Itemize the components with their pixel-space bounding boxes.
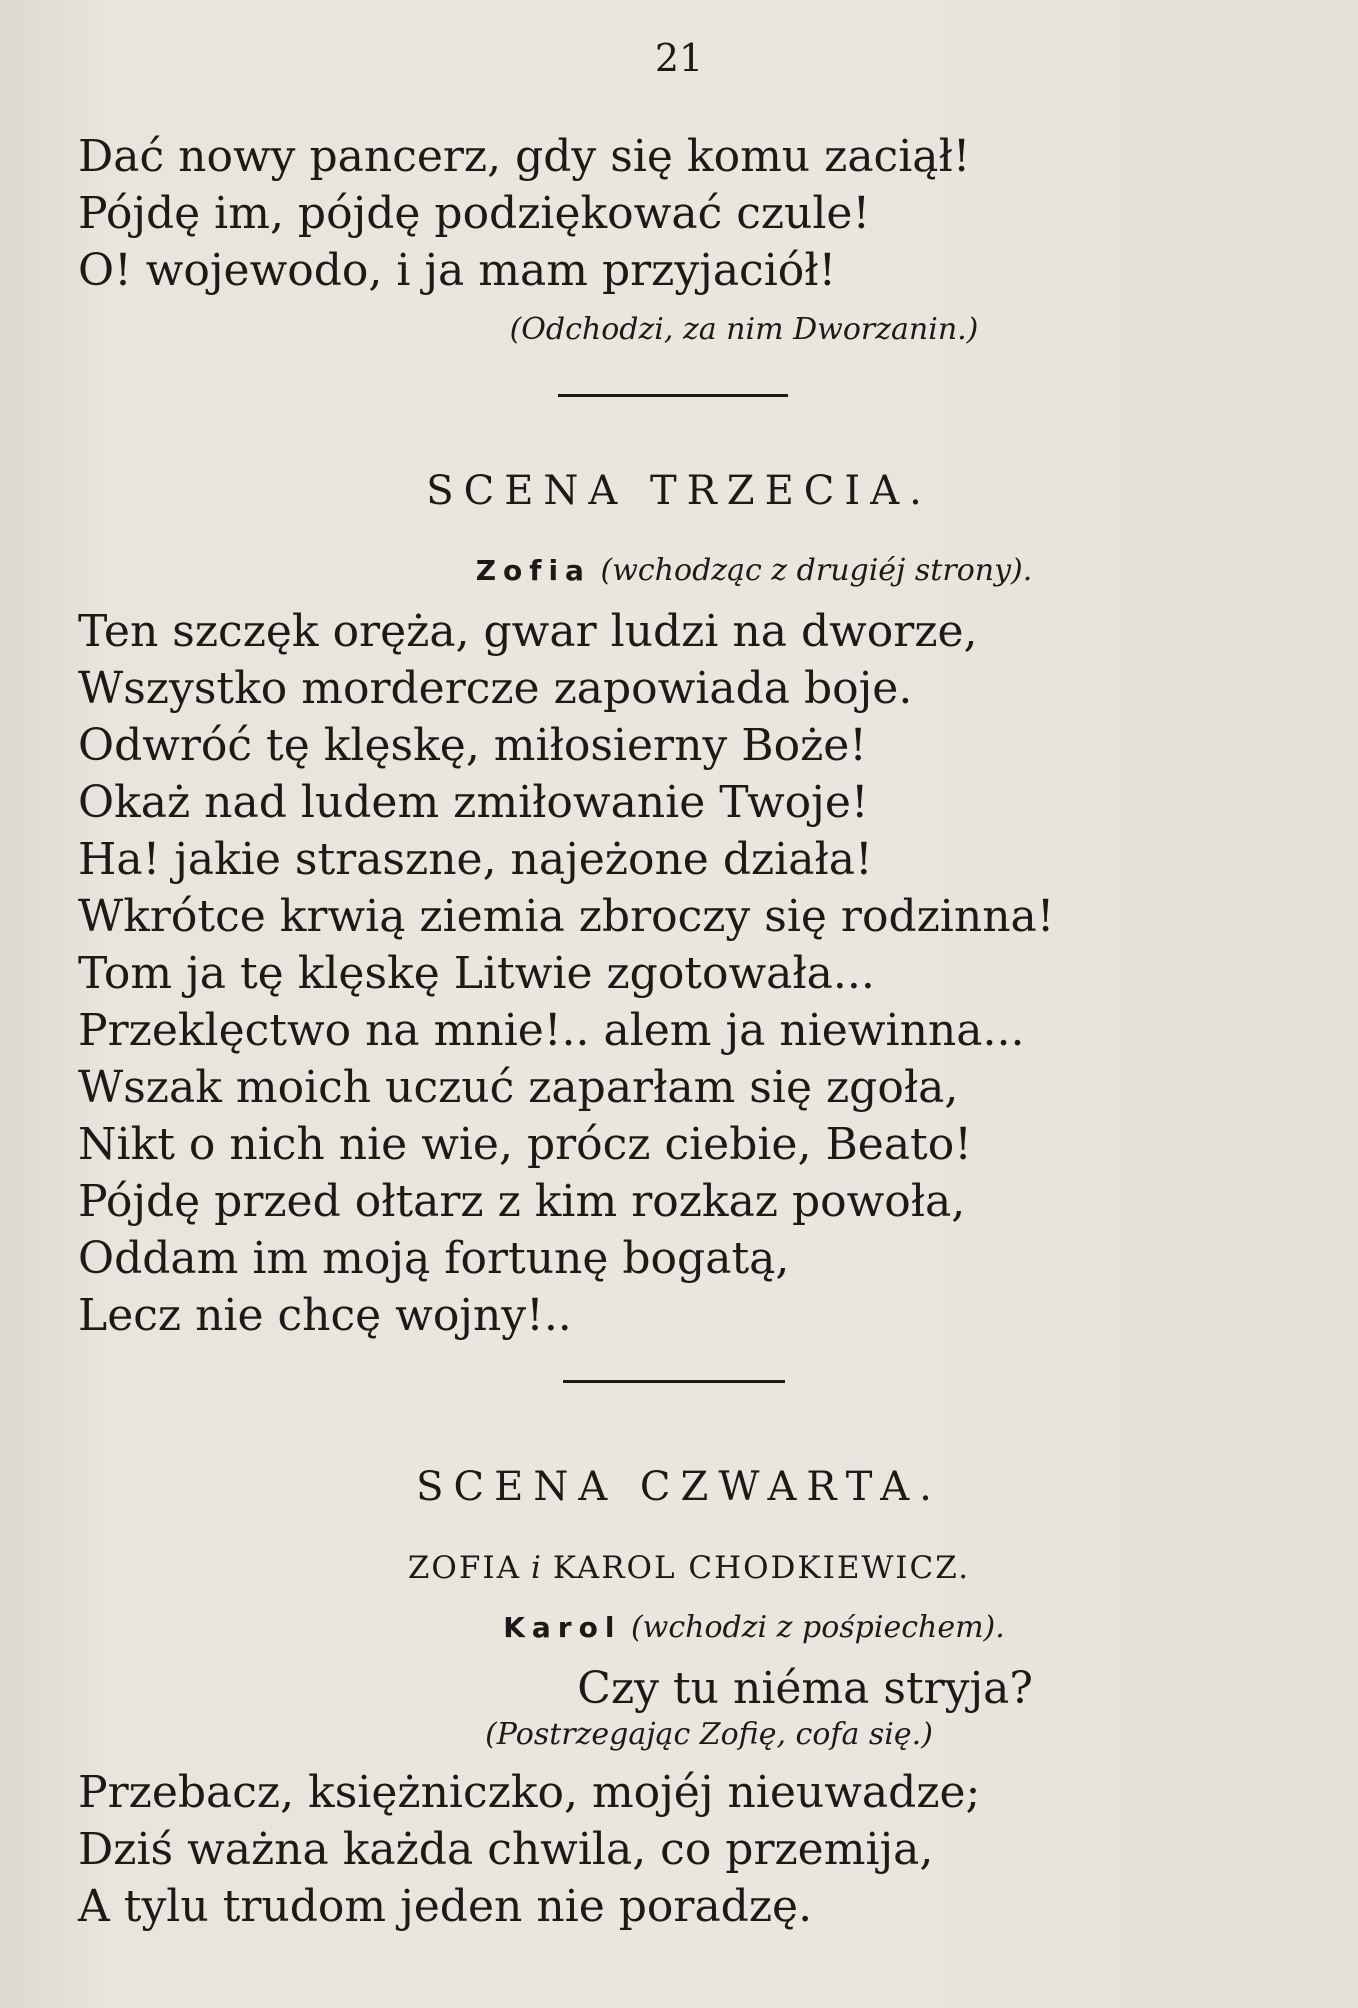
- dramatis-personae: [0, 1550, 1358, 1586]
- person-zofia: ZOFIA: [407, 1550, 521, 1586]
- verse-line: Ten szczęk oręża, gwar ludzi na dworze,: [78, 606, 978, 657]
- section-divider: [563, 1380, 785, 1383]
- scene-title-4: SCENA CZWARTA.: [416, 1464, 942, 1510]
- speaker-heading-zofia: [0, 553, 1358, 588]
- verse-line: Lecz nie chcę wojny!..: [78, 1290, 572, 1341]
- speaker-direction: (wchodząc z drugiéj strony).: [600, 553, 1033, 588]
- page-number: 21: [654, 36, 704, 80]
- verse-line: Wszak moich uczuć zaparłam się zgoła,: [78, 1062, 959, 1113]
- person-karol: KAROL CHODKIEWICZ.: [552, 1550, 971, 1586]
- verse-line-karol-first: Czy tu niéma stryja?: [577, 1663, 1033, 1714]
- verse-block-top: [78, 128, 970, 299]
- speaker-name: Karol: [503, 1611, 622, 1644]
- verse-line: Okaż nad ludem zmiłowanie Twoje!: [78, 777, 869, 828]
- stage-direction-exit: (Odchodzi, za nim Dworzanin.): [509, 312, 979, 347]
- verse-block-karol: [78, 1764, 980, 1935]
- speaker-direction: (wchodzi z pośpiechem).: [630, 1610, 1005, 1645]
- verse-line: Odwróć tę klęskę, miłosierny Boże!: [78, 720, 867, 771]
- verse-line: Ha! jakie straszne, najeżone działa!: [78, 834, 873, 885]
- speaker-heading-karol: [0, 1610, 1358, 1645]
- verse-line: Dać nowy pancerz, gdy się komu zaciął!: [78, 131, 971, 182]
- scene-title-3: SCENA TRZECIA.: [426, 468, 932, 514]
- speaker-name: Zofia: [475, 554, 591, 587]
- verse-block-zofia: [78, 603, 1054, 1344]
- persons-conjunction: i: [530, 1550, 543, 1586]
- verse-line: Przeklęctwo na mnie!.. alem ja niewinna...: [78, 1005, 1025, 1056]
- verse-line: Nikt o nich nie wie, prócz ciebie, Beato!: [78, 1119, 972, 1170]
- section-divider: [558, 394, 788, 397]
- verse-line: A tylu trudom jeden nie poradzę.: [78, 1881, 813, 1932]
- verse-line: O! wojewodo, i ja mam przyjaciół!: [78, 245, 837, 296]
- stage-direction-karol: (Postrzegając Zofię, cofa się.): [485, 1717, 933, 1752]
- verse-line: Pójdę przed ołtarz z kim rozkaz powoła,: [78, 1176, 966, 1227]
- verse-line: Wszystko mordercze zapowiada boje.: [78, 663, 913, 714]
- verse-line: Wkrótce krwią ziemia zbroczy się rodzinna!: [78, 891, 1055, 942]
- verse-line: Przebacz, księżniczko, mojéj nieuwadze;: [78, 1767, 981, 1818]
- verse-line: Tom ja tę klęskę Litwie zgotowała...: [78, 948, 875, 999]
- verse-line: Dziś ważna każda chwila, co przemija,: [78, 1824, 934, 1875]
- verse-line: Oddam im moją fortunę bogatą,: [78, 1233, 790, 1284]
- verse-line: Pójdę im, pójdę podziękować czule!: [78, 188, 871, 239]
